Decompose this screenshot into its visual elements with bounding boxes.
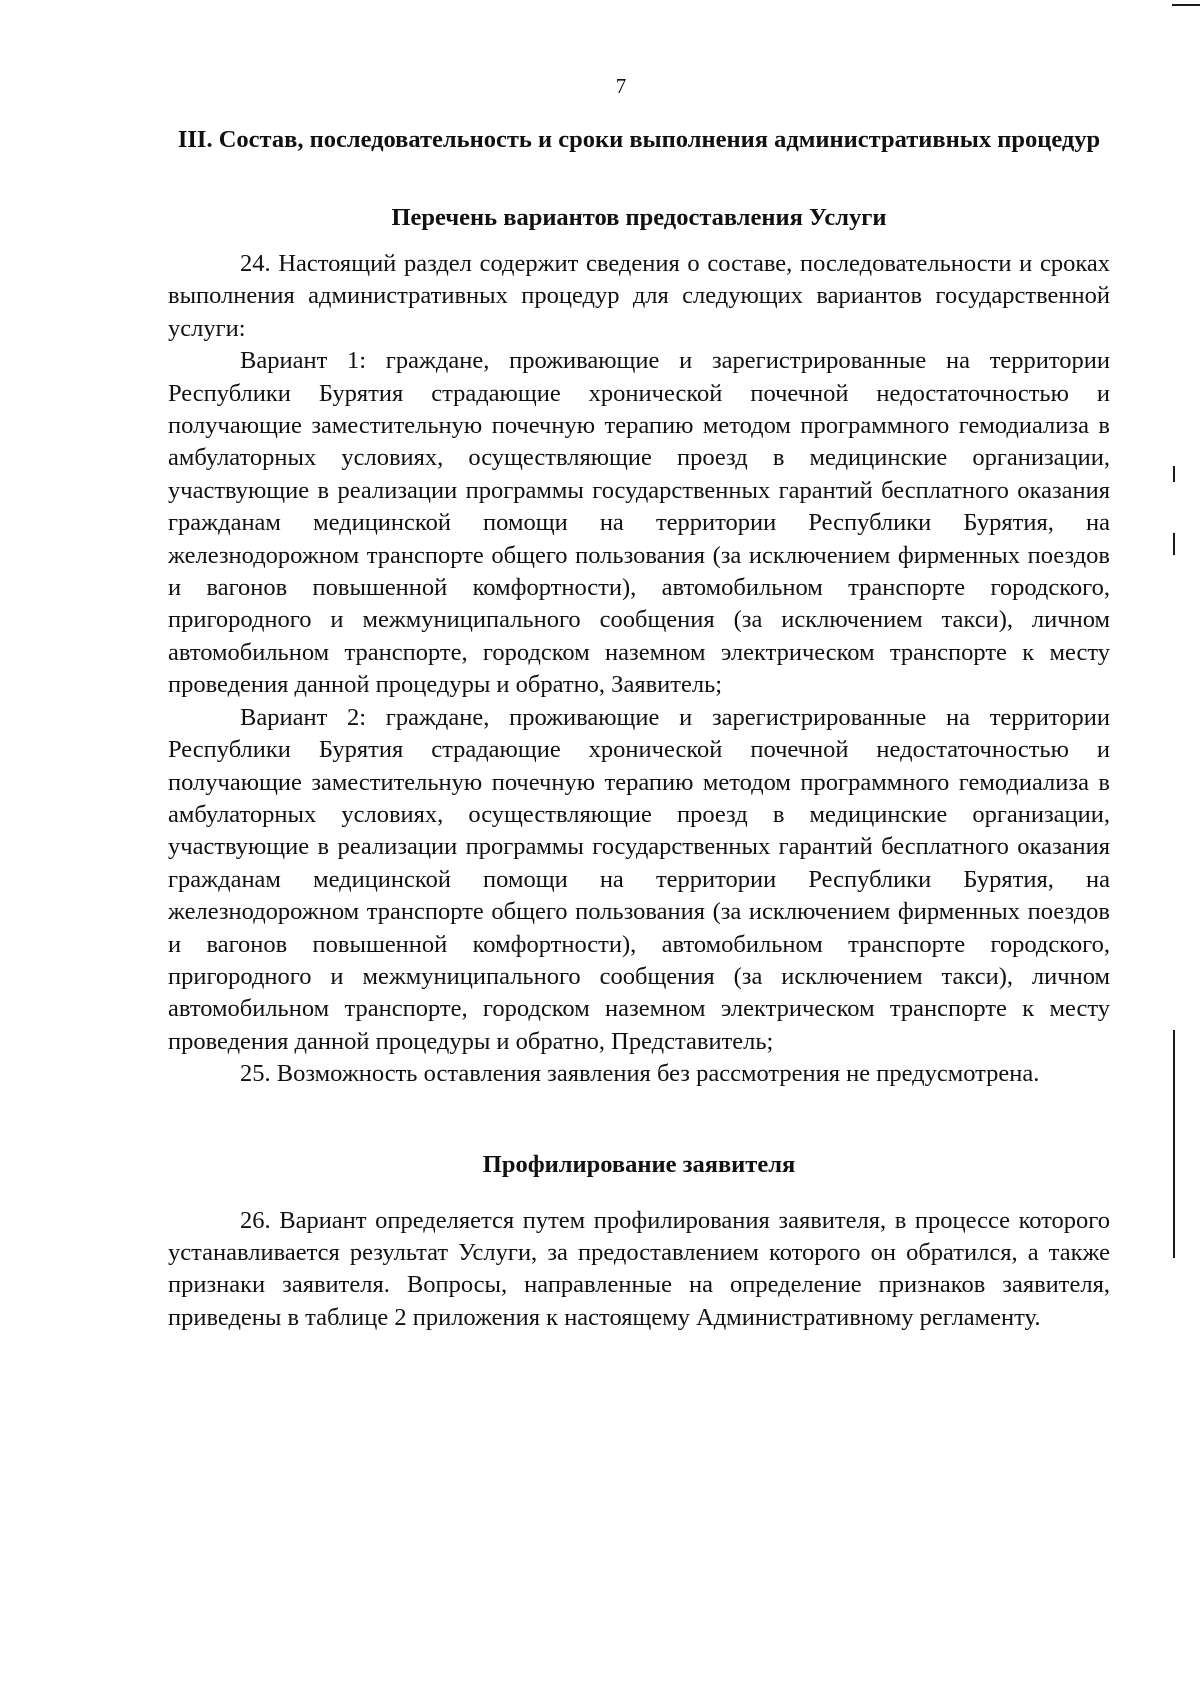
scan-artifact-right-1: [1173, 466, 1175, 482]
paragraph-26: 26. Вариант определяется путем профилирования заявителя, в процессе которого устанавливается результат Услуги, за предоставлением которого он обратился, а также признаки заявителя. Вопросы, направленные на определение признаков заявителя, приведены в таблице 2 приложения к настоящему Административному регламенту.: [168, 1206, 1110, 1331]
section-title: III. Состав, последовательность и сроки выполнения административных процедур: [177, 126, 1101, 153]
subsection-heading-profiling: Профилирование заявителя: [482, 1150, 796, 1178]
paragraph-variant-2: Вариант 2: граждане, проживающие и зарегистрированные на территории Республики Бурятия страдающие хронической почечной недостаточностью и получающие заместительную почечную терапию методом программного гемодиализа в амбулаторных условиях, осуществляющие проезд в медицинские организации, участвующие в реализации программы государственных гарантий бесплатного оказания гражданам медицинской помощи на территории Республики Бурятия, на железнодорожном транспорте общего пользования (за исключением фирменных поездов и вагонов повышенной комфортности), автомобильном транспорте городского, пригородного и межмуниципального сообщения (за исключением такси), личном автомобильном транспорте, городском наземном электрическом транспорте к месту проведения данной процедуры и обратно, Представитель;: [168, 703, 1110, 1055]
subsection-heading-variants: Перечень вариантов предоставления Услуги: [391, 204, 887, 231]
scan-artifact-top-right: [1172, 4, 1200, 6]
page-number: 7: [615, 74, 627, 98]
scan-artifact-right-2: [1173, 533, 1175, 555]
paragraph-25: 25. Возможность оставления заявления без рассмотрения не предусмотрена.: [240, 1060, 1040, 1088]
paragraph-variant-1: Вариант 1: граждане, проживающие и зарегистрированные на территории Республики Бурятия страдающие хронической почечной недостаточностью и получающие заместительную почечную терапию методом программного гемодиализа в амбулаторных условиях, осуществляющие проезд в медицинские организации, участвующие в реализации программы государственных гарантий бесплатного оказания гражданам медицинской помощи на территории Республики Бурятия, на железнодорожном транспорте общего пользования (за исключением фирменных поездов и вагонов повышенной комфортности), автомобильном транспорте городского, пригородного и межмуниципального сообщения (за исключением такси), личном автомобильном транспорте, городском наземном электрическом транспорте к месту проведения данной процедуры и обратно, Заявитель;: [168, 347, 1110, 699]
document-body: [168, 124, 1110, 1334]
paragraph-24: 24. Настоящий раздел содержит сведения о составе, последовательности и сроках выполнения административных процедур для следующих вариантов государственной услуги:: [168, 250, 1110, 342]
scan-artifact-right-3: [1173, 1030, 1175, 1258]
